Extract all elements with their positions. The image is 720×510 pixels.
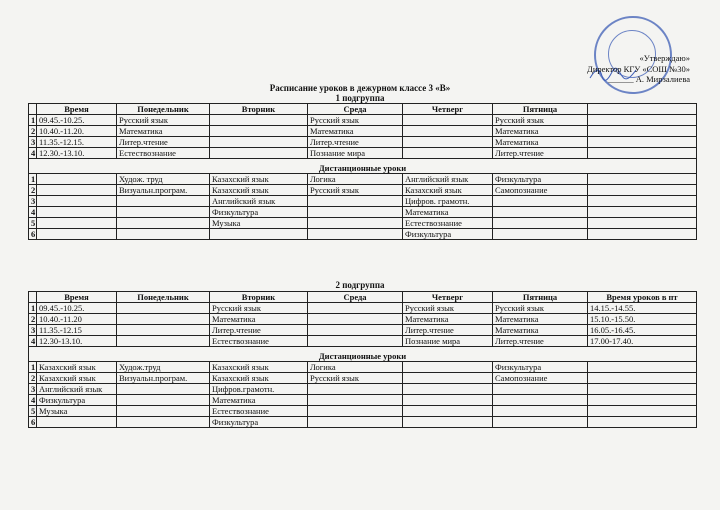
table-cell: Физкультура [37, 395, 117, 406]
table-cell: Казахский язык [37, 373, 117, 384]
table-cell [117, 314, 210, 325]
table-cell: Русский язык [210, 303, 308, 314]
table-cell [493, 229, 588, 240]
table-cell [308, 303, 403, 314]
table-cell [117, 196, 210, 207]
row-number: 6 [29, 417, 37, 428]
table-cell: Литер.чтение [403, 325, 493, 336]
distance-header-row [29, 347, 697, 362]
table-cell: Естествознание [403, 218, 493, 229]
table-cell [588, 218, 697, 229]
table-row [29, 325, 697, 336]
row-number: 4 [29, 336, 37, 347]
table-cell: Математика [403, 314, 493, 325]
row-number: 4 [29, 148, 37, 159]
table-cell [117, 207, 210, 218]
approval-line-2: Директор КГУ «СОШ №30» [587, 63, 690, 74]
table-cell [117, 303, 210, 314]
table-cell [588, 207, 697, 218]
table-cell [210, 115, 308, 126]
table-cell [117, 336, 210, 347]
header-cell-blank [29, 104, 37, 115]
table-cell [588, 185, 697, 196]
table-row [29, 137, 697, 148]
table-cell [308, 229, 403, 240]
table-cell: Русский язык [493, 303, 588, 314]
row-number: 5 [29, 218, 37, 229]
table-cell [403, 137, 493, 148]
table-row [29, 148, 697, 159]
table-cell: Математика [308, 126, 403, 137]
header-cell: Время [37, 104, 117, 115]
table-cell [210, 148, 308, 159]
table-cell: Цифров.грамотн. [210, 384, 308, 395]
table-cell [308, 325, 403, 336]
table-cell: Цифров. грамотн. [403, 196, 493, 207]
table-cell: Математика [493, 126, 588, 137]
distance-lessons-label: Дистанционные уроки [29, 347, 697, 362]
table-cell: Английский язык [403, 174, 493, 185]
table-cell: Естествознание [210, 406, 308, 417]
approval-line-1: «Утверждаю» [639, 53, 690, 63]
table-cell [588, 229, 697, 240]
distance-row [29, 362, 697, 373]
table-cell: Казахский язык [210, 362, 308, 373]
group2-table [28, 291, 697, 428]
table-row [29, 303, 697, 314]
table-cell [308, 207, 403, 218]
distance-row [29, 384, 697, 395]
table-cell: Русский язык [493, 115, 588, 126]
row-number: 3 [29, 196, 37, 207]
table-row [29, 126, 697, 137]
table-cell [37, 417, 117, 428]
table-cell: Математика [493, 137, 588, 148]
table-cell [308, 384, 403, 395]
table-cell [493, 406, 588, 417]
group2-label: 2 подгруппа [335, 280, 385, 290]
table-cell: Литер.чтение [493, 336, 588, 347]
distance-row [29, 406, 697, 417]
table-cell: 14.15.-14.55. [588, 303, 697, 314]
header-cell: Пятница [493, 104, 588, 115]
table-cell [403, 126, 493, 137]
table-cell [308, 406, 403, 417]
table-cell: Математика [210, 314, 308, 325]
table-cell [588, 126, 697, 137]
row-number: 3 [29, 137, 37, 148]
table-cell [493, 384, 588, 395]
distance-row [29, 218, 697, 229]
table-cell [37, 229, 117, 240]
table-cell [308, 314, 403, 325]
table-cell: Русский язык [308, 373, 403, 384]
table-cell: Русский язык [403, 303, 493, 314]
table-cell [588, 384, 697, 395]
table-cell: Математика [493, 325, 588, 336]
table-cell [403, 395, 493, 406]
table-cell: 09.45.-10.25. [37, 303, 117, 314]
distance-row [29, 196, 697, 207]
table-cell: Литер.чтение [117, 137, 210, 148]
distance-row [29, 395, 697, 406]
table-cell [588, 174, 697, 185]
table-cell: 17.00-17.40. [588, 336, 697, 347]
table-cell: 12.30.-13.10. [37, 148, 117, 159]
table-cell [308, 417, 403, 428]
row-number: 2 [29, 185, 37, 196]
table-cell: Казахский язык [210, 174, 308, 185]
header-cell: Время уроков в пт [588, 292, 697, 303]
header-cell: Понедельник [117, 292, 210, 303]
header-row [29, 104, 697, 115]
header-cell: Пятница [493, 292, 588, 303]
distance-row [29, 373, 697, 384]
table-row [29, 314, 697, 325]
table-cell: Музыка [37, 406, 117, 417]
header-cell: Вторник [210, 104, 308, 115]
row-number: 5 [29, 406, 37, 417]
row-number: 2 [29, 373, 37, 384]
distance-row [29, 417, 697, 428]
distance-row [29, 207, 697, 218]
row-number: 1 [29, 362, 37, 373]
table-cell [210, 126, 308, 137]
table-cell: Естествознание [117, 148, 210, 159]
header-cell: Время [37, 292, 117, 303]
table-cell: 10.40.-11.20 [37, 314, 117, 325]
group1-table [28, 103, 697, 240]
table-cell: 12.30-13.10. [37, 336, 117, 347]
table-cell [493, 207, 588, 218]
distance-row [29, 185, 697, 196]
table-cell: Самопознание [493, 185, 588, 196]
table-cell [403, 115, 493, 126]
table-cell [588, 115, 697, 126]
table-cell: Физкультура [403, 229, 493, 240]
table-cell: Логика [308, 174, 403, 185]
table-cell: Русский язык [117, 115, 210, 126]
table-cell [117, 395, 210, 406]
table-cell: Казахский язык [403, 185, 493, 196]
table-cell [588, 406, 697, 417]
header-cell: Вторник [210, 292, 308, 303]
table-cell: Математика [117, 126, 210, 137]
table-cell [588, 417, 697, 428]
table-cell [588, 137, 697, 148]
table-cell [37, 196, 117, 207]
table-cell: Физкультура [210, 207, 308, 218]
table-cell: Литер.чтение [210, 325, 308, 336]
table-cell [117, 417, 210, 428]
table-cell [117, 325, 210, 336]
table-cell [588, 395, 697, 406]
table-cell [493, 395, 588, 406]
table-cell: Математика [210, 395, 308, 406]
table-cell [403, 406, 493, 417]
header-row [29, 292, 697, 303]
table-cell [403, 148, 493, 159]
table-cell [37, 174, 117, 185]
table-cell: Математика [493, 314, 588, 325]
table-cell: Худож. труд [117, 174, 210, 185]
header-cell-blank [29, 292, 37, 303]
table-cell [117, 406, 210, 417]
table-cell [37, 185, 117, 196]
table-row [29, 115, 697, 126]
header-cell: Четверг [403, 104, 493, 115]
table-cell: Познание мира [403, 336, 493, 347]
table-cell: Английский язык [37, 384, 117, 395]
table-row [29, 336, 697, 347]
table-cell: Худож.труд [117, 362, 210, 373]
row-number: 2 [29, 126, 37, 137]
table-cell [117, 384, 210, 395]
table-cell [37, 207, 117, 218]
table-cell: Естествознание [210, 336, 308, 347]
table-cell: Казахский язык [37, 362, 117, 373]
table-cell: 10.40.-11.20. [37, 126, 117, 137]
row-number: 4 [29, 395, 37, 406]
table-cell [588, 362, 697, 373]
table-cell [588, 148, 697, 159]
table-cell [308, 336, 403, 347]
table-cell [308, 218, 403, 229]
table-cell [588, 373, 697, 384]
header-cell: Среда [308, 292, 403, 303]
row-number: 4 [29, 207, 37, 218]
table-cell: Познание мира [308, 148, 403, 159]
distance-row [29, 229, 697, 240]
approval-line-3: ______ А. Мирзалиева [608, 74, 690, 84]
table-cell: Казахский язык [210, 373, 308, 384]
table-cell: Русский язык [308, 185, 403, 196]
table-cell: Физкультура [210, 417, 308, 428]
table-cell: Литер.чтение [493, 148, 588, 159]
table-cell [403, 362, 493, 373]
table-cell: 09.45.-10.25. [37, 115, 117, 126]
distance-header-row [29, 159, 697, 174]
table-cell: 11.35.-12.15. [37, 137, 117, 148]
table-cell: 16.05.-16.45. [588, 325, 697, 336]
row-number: 3 [29, 384, 37, 395]
table-cell: Английский язык [210, 196, 308, 207]
table-cell [403, 384, 493, 395]
table-cell: 11.35.-12.15 [37, 325, 117, 336]
table-cell [493, 417, 588, 428]
table-cell [210, 137, 308, 148]
row-number: 1 [29, 115, 37, 126]
table-cell: Русский язык [308, 115, 403, 126]
table-cell: 15.10.-15.50. [588, 314, 697, 325]
approval-block [560, 53, 690, 85]
header-cell: Четверг [403, 292, 493, 303]
row-number: 1 [29, 303, 37, 314]
table-cell [308, 395, 403, 406]
table-cell: Физкультура [493, 362, 588, 373]
distance-lessons-label: Дистанционные уроки [29, 159, 697, 174]
table-cell: Самопознание [493, 373, 588, 384]
table-cell: Визуальн.програм. [117, 373, 210, 384]
table-cell: Литер.чтение [308, 137, 403, 148]
header-cell: Понедельник [117, 104, 210, 115]
table-cell: Физкультура [493, 174, 588, 185]
table-cell [588, 196, 697, 207]
header-cell [588, 104, 697, 115]
row-number: 6 [29, 229, 37, 240]
table-cell [117, 229, 210, 240]
distance-row [29, 174, 697, 185]
table-cell [37, 218, 117, 229]
table-cell [493, 218, 588, 229]
table-cell [403, 373, 493, 384]
table-cell [210, 229, 308, 240]
table-cell [403, 417, 493, 428]
header-cell: Среда [308, 104, 403, 115]
table-cell [308, 196, 403, 207]
row-number: 3 [29, 325, 37, 336]
group1-label: 1 подгруппа [335, 93, 385, 103]
table-cell: Логика [308, 362, 403, 373]
table-cell: Визуальн.програм. [117, 185, 210, 196]
table-cell: Музыка [210, 218, 308, 229]
row-number: 1 [29, 174, 37, 185]
table-cell [493, 196, 588, 207]
table-cell: Казахский язык [210, 185, 308, 196]
table-cell: Математика [403, 207, 493, 218]
page-title: Расписание уроков в дежурном классе 3 «В» [269, 83, 451, 93]
row-number: 2 [29, 314, 37, 325]
table-cell [117, 218, 210, 229]
